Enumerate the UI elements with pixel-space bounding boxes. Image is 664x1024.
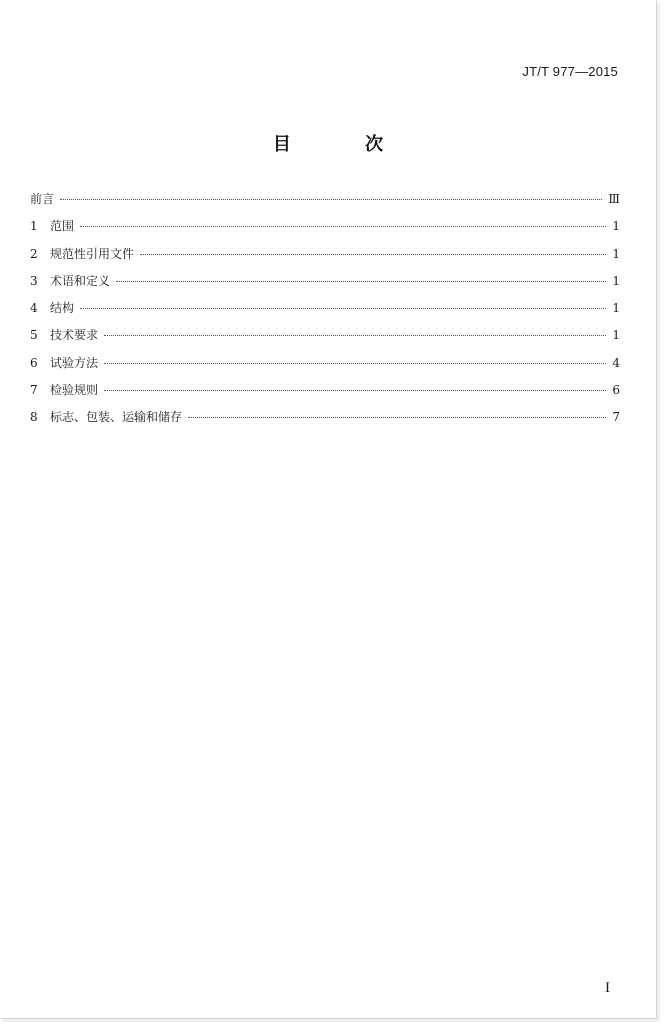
toc-entry-page: 1: [612, 301, 620, 316]
toc-leader-dots: [104, 363, 606, 364]
toc-entry-number: 2: [30, 246, 38, 261]
toc-entry-page: 7: [612, 410, 620, 425]
toc-leader-dots: [188, 417, 606, 418]
toc-entry-label: 术语和定义: [50, 273, 111, 288]
toc-entry-terms-definitions[interactable]: [30, 272, 620, 299]
toc-entry-normative-references[interactable]: [30, 245, 620, 272]
toc-entry-number: 1: [30, 219, 38, 234]
toc-entry-label: 范围: [50, 219, 75, 234]
toc-entry-page: 1: [612, 219, 620, 234]
toc-entry-marking-packaging[interactable]: [30, 408, 620, 435]
toc-entry-page: 1: [612, 328, 620, 343]
document-code: JT/T 977—2015: [522, 64, 618, 79]
page-number: I: [605, 980, 610, 996]
toc-entry-scope[interactable]: [30, 217, 620, 244]
toc-entry-structure[interactable]: [30, 299, 620, 326]
toc-entry-label: 检验规则: [50, 383, 99, 398]
toc-entry-test-methods[interactable]: [30, 354, 620, 381]
table-of-contents: [30, 190, 620, 436]
toc-entry-label: 前言: [30, 192, 55, 206]
toc-leader-dots: [80, 308, 606, 309]
toc-entry-label: 结构: [50, 301, 75, 316]
toc-entry-page: 6: [612, 383, 620, 398]
toc-entry-number: 7: [30, 383, 38, 398]
toc-leader-dots: [104, 390, 606, 391]
toc-entry-label: 规范性引用文件: [50, 246, 135, 261]
toc-entry-page: 1: [612, 246, 620, 261]
toc-entry-number: 4: [30, 301, 38, 316]
toc-entry-technical-requirements[interactable]: [30, 326, 620, 353]
toc-leader-dots: [140, 254, 606, 255]
toc-leader-dots: [80, 226, 606, 227]
toc-entry-page: 4: [612, 355, 620, 370]
toc-entry-number: 8: [30, 410, 38, 425]
toc-entry-number: 5: [30, 328, 38, 343]
toc-entry-number: 3: [30, 273, 38, 288]
toc-leader-dots: [60, 199, 602, 200]
toc-entry-page: Ⅲ: [608, 192, 620, 206]
toc-leader-dots: [116, 281, 606, 282]
toc-entry-label: 试验方法: [50, 355, 99, 370]
toc-leader-dots: [104, 335, 606, 336]
toc-title: 目 次: [272, 134, 418, 155]
toc-entry-number: 6: [30, 355, 38, 370]
toc-entry-inspection-rules[interactable]: [30, 381, 620, 408]
toc-entry-foreword[interactable]: [30, 190, 620, 217]
toc-entry-page: 1: [612, 273, 620, 288]
toc-entry-label: 技术要求: [50, 328, 99, 343]
toc-entry-label: 标志、包装、运输和储存: [50, 410, 183, 425]
